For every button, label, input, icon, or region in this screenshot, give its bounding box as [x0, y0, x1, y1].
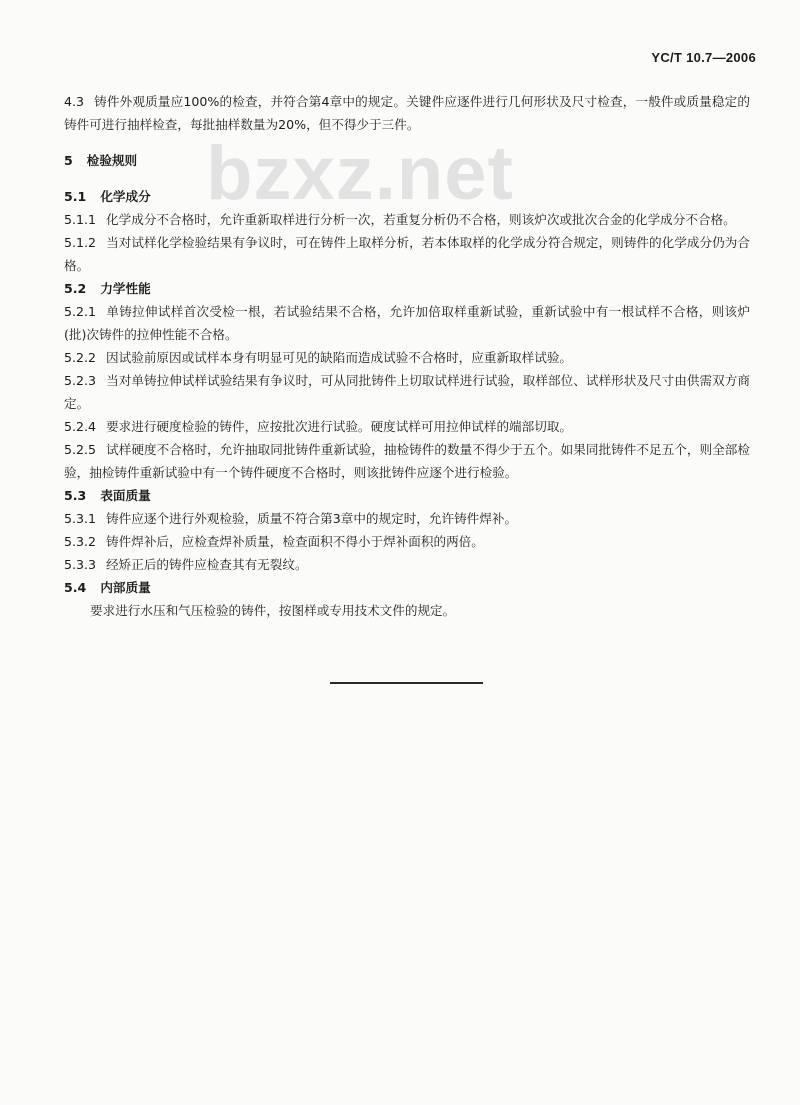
section-number: 5.4 [64, 580, 87, 595]
clause-text: 铸件外观质量应100%的检查，并符合第4章中的规定。关键件应逐件进行几何形状及尺寸检查，一般件或质量稳定的铸件可进行抽样检查，每批抽样数量为20%，但不得少于三件。 [64, 94, 750, 132]
clause-5-2-1 [64, 300, 750, 346]
clause-text: 要求进行水压和气压检验的铸件，按图样或专用技术文件的规定。 [90, 603, 456, 618]
clause-text: 要求进行硬度检验的铸件，应按批次进行试验。硬度试样可用拉伸试样的端部切取。 [106, 419, 573, 434]
clause-number: 5.2.3 [64, 373, 97, 388]
section-title: 化学成分 [100, 189, 151, 204]
clause-5-3-2 [64, 530, 750, 553]
clause-number: 5.2.5 [64, 442, 97, 457]
clause-5-4-body [64, 599, 750, 622]
clause-5-2-3 [64, 369, 750, 415]
section-number: 5 [64, 153, 73, 168]
clause-number: 5.1.1 [64, 212, 97, 227]
clause-text: 当对单铸拉伸试样试验结果有争议时，可从同批铸件上切取试样进行试验，取样部位、试样形状及尺寸由供需双方商定。 [64, 373, 750, 411]
clause-4-3 [64, 90, 750, 136]
section-title: 内部质量 [100, 580, 151, 595]
clause-number: 5.1.2 [64, 235, 97, 250]
section-number: 5.2 [64, 281, 87, 296]
clause-number: 5.3.2 [64, 534, 97, 549]
standard-code: YC/T 10.7—2006 [651, 50, 756, 65]
subsection-heading-5-3 [64, 484, 750, 507]
clause-5-2-2 [64, 346, 750, 369]
clause-text: 因试验前原因或试样本身有明显可见的缺陷而造成试验不合格时，应重新取样试验。 [106, 350, 573, 365]
clause-text: 化学成分不合格时，允许重新取样进行分析一次，若重复分析仍不合格，则该炉次或批次合金的化学成分不合格。 [106, 212, 736, 227]
clause-text: 试样硬度不合格时，允许抽取同批铸件重新试验，抽检铸件的数量不得少于五个。如果同批铸件不足五个，则全部检验，抽检铸件重新试验中有一个铸件硬度不合格时，则该批铸件应逐个进行检验。 [64, 442, 750, 480]
section-number: 5.3 [64, 488, 87, 503]
document-body [64, 90, 750, 622]
clause-text: 经矫正后的铸件应检查其有无裂纹。 [106, 557, 308, 572]
clause-text: 当对试样化学检验结果有争议时，可在铸件上取样分析，若本体取样的化学成分符合规定，则铸件的化学成分仍为合格。 [64, 235, 750, 273]
clause-5-1-1 [64, 208, 750, 231]
clause-number: 5.2.4 [64, 419, 97, 434]
subsection-heading-5-1 [64, 185, 750, 208]
section-title: 力学性能 [100, 281, 151, 296]
clause-number: 5.2.2 [64, 350, 97, 365]
clause-number: 5.3.3 [64, 557, 97, 572]
clause-text: 铸件应逐个进行外观检验，质量不符合第3章中的规定时，允许铸件焊补。 [106, 511, 518, 526]
clause-5-2-5 [64, 438, 750, 484]
clause-5-3-3 [64, 553, 750, 576]
section-heading-5 [64, 149, 750, 172]
section-number: 5.1 [64, 189, 87, 204]
clause-5-1-2 [64, 231, 750, 277]
subsection-heading-5-2 [64, 277, 750, 300]
clause-5-2-4 [64, 415, 750, 438]
clause-text: 单铸拉伸试样首次受检一根，若试验结果不合格，允许加倍取样重新试验，重新试验中有一根试样不合格，则该炉(批)次铸件的拉伸性能不合格。 [64, 304, 750, 342]
section-title: 表面质量 [100, 488, 151, 503]
clause-5-3-1 [64, 507, 750, 530]
clause-text: 铸件焊补后，应检查焊补质量，检查面积不得小于焊补面积的两倍。 [106, 534, 484, 549]
subsection-heading-5-4 [64, 576, 750, 599]
end-of-document-rule [330, 682, 483, 684]
section-title: 检验规则 [86, 153, 138, 168]
clause-number: 5.2.1 [64, 304, 97, 319]
clause-number: 4.3 [64, 94, 85, 109]
clause-number: 5.3.1 [64, 511, 97, 526]
watermark: bzxz.net [206, 131, 514, 216]
